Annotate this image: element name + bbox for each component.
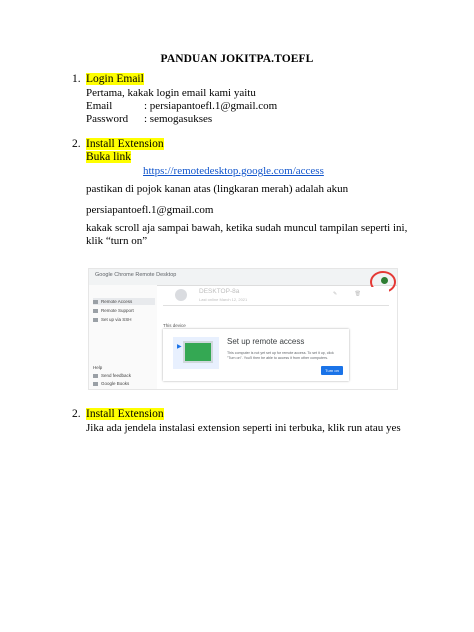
remote-desktop-link-row [143, 165, 324, 178]
section3-text: Jika ada jendela instalasi extension seperti ini terbuka, klik run atau yes [86, 422, 401, 434]
account-avatar-icon[interactable] [381, 277, 388, 284]
section1-intro: Pertama, kakak login email kami yaitu [86, 87, 256, 99]
section2-subheading-text: Buka link [86, 151, 132, 163]
section1-number: 1. [72, 73, 81, 85]
this-device-label: This device [163, 323, 186, 328]
device-name: DESKTOP-8a [199, 288, 240, 295]
sidebar-item-label: Set up via SSH [101, 317, 132, 322]
screenshot-sidebar [89, 285, 157, 389]
sidebar-item-remote-access[interactable] [93, 298, 155, 305]
device-icon [175, 289, 187, 301]
email-label: Email [86, 100, 113, 112]
sidebar-item-help[interactable] [93, 365, 102, 370]
sidebar-item-books[interactable] [93, 381, 129, 386]
section3-heading [86, 408, 164, 420]
sidebar-item-ssh[interactable] [93, 317, 132, 322]
sidebar-item-label: Remote Access [101, 299, 133, 304]
section2-text2: persiapantoefl.1@gmail.com [86, 204, 214, 216]
setup-remote-access-card [163, 329, 349, 381]
device-row[interactable] [163, 287, 389, 306]
support-icon [93, 309, 98, 313]
book-icon [93, 382, 98, 386]
section1-heading-text: Login Email [86, 73, 144, 85]
section2-subheading [86, 151, 131, 163]
feedback-icon [93, 374, 98, 378]
section1-heading [86, 73, 144, 85]
password-label: Password [86, 113, 129, 125]
sidebar-item-label: Help [93, 365, 103, 370]
screenshot-topbar [89, 269, 397, 286]
device-status: Last online March 12, 2021 [199, 297, 248, 302]
card-title: Set up remote access [227, 337, 305, 346]
password-value: : semogasukses [144, 113, 213, 125]
section2-text4: klik “turn on” [86, 235, 148, 247]
section2-heading-text: Install Extension [86, 138, 164, 150]
monitor-icon [93, 300, 98, 304]
document-title: PANDUAN JOKITPA.TOEFL [160, 53, 314, 65]
terminal-icon [93, 318, 98, 322]
arrow-icon: ▶ [177, 344, 182, 350]
email-value: : persiapantoefl.1@gmail.com [144, 100, 278, 112]
monitor-illustration-icon [183, 341, 213, 363]
email-row [86, 100, 277, 113]
section2-heading [86, 138, 164, 150]
section3-number: 2. [72, 408, 81, 420]
sidebar-item-label: Google Books [101, 381, 130, 386]
remote-desktop-link[interactable]: https://remotedesktop.google.com/access [143, 165, 324, 177]
sidebar-item-feedback[interactable] [93, 373, 131, 378]
sidebar-item-label: Remote Support [101, 308, 134, 313]
screenshot-app-title: Google Chrome Remote Desktop [95, 272, 177, 278]
remote-desktop-screenshot [88, 268, 398, 390]
sidebar-item-remote-support[interactable] [93, 308, 134, 313]
section2-text3: kakak scroll aja sampai bawah, ketika sudah muncul tampilan seperti ini, [86, 222, 408, 234]
section3-heading-text: Install Extension [86, 408, 164, 420]
sidebar-item-label: Send feedback [101, 373, 132, 378]
device-action-icons[interactable]: ✎ 🗑 [333, 291, 369, 297]
card-description: This computer is not yet set up for remote access. To set it up, click "Turn on". You'll then be able to access it from other computers. [227, 351, 334, 360]
password-row [86, 113, 212, 126]
turn-on-button[interactable]: Turn on [321, 366, 343, 375]
section2-text1: pastikan di pojok kanan atas (lingkaran merah) adalah akun [86, 183, 349, 195]
section2-number: 2. [72, 138, 81, 150]
